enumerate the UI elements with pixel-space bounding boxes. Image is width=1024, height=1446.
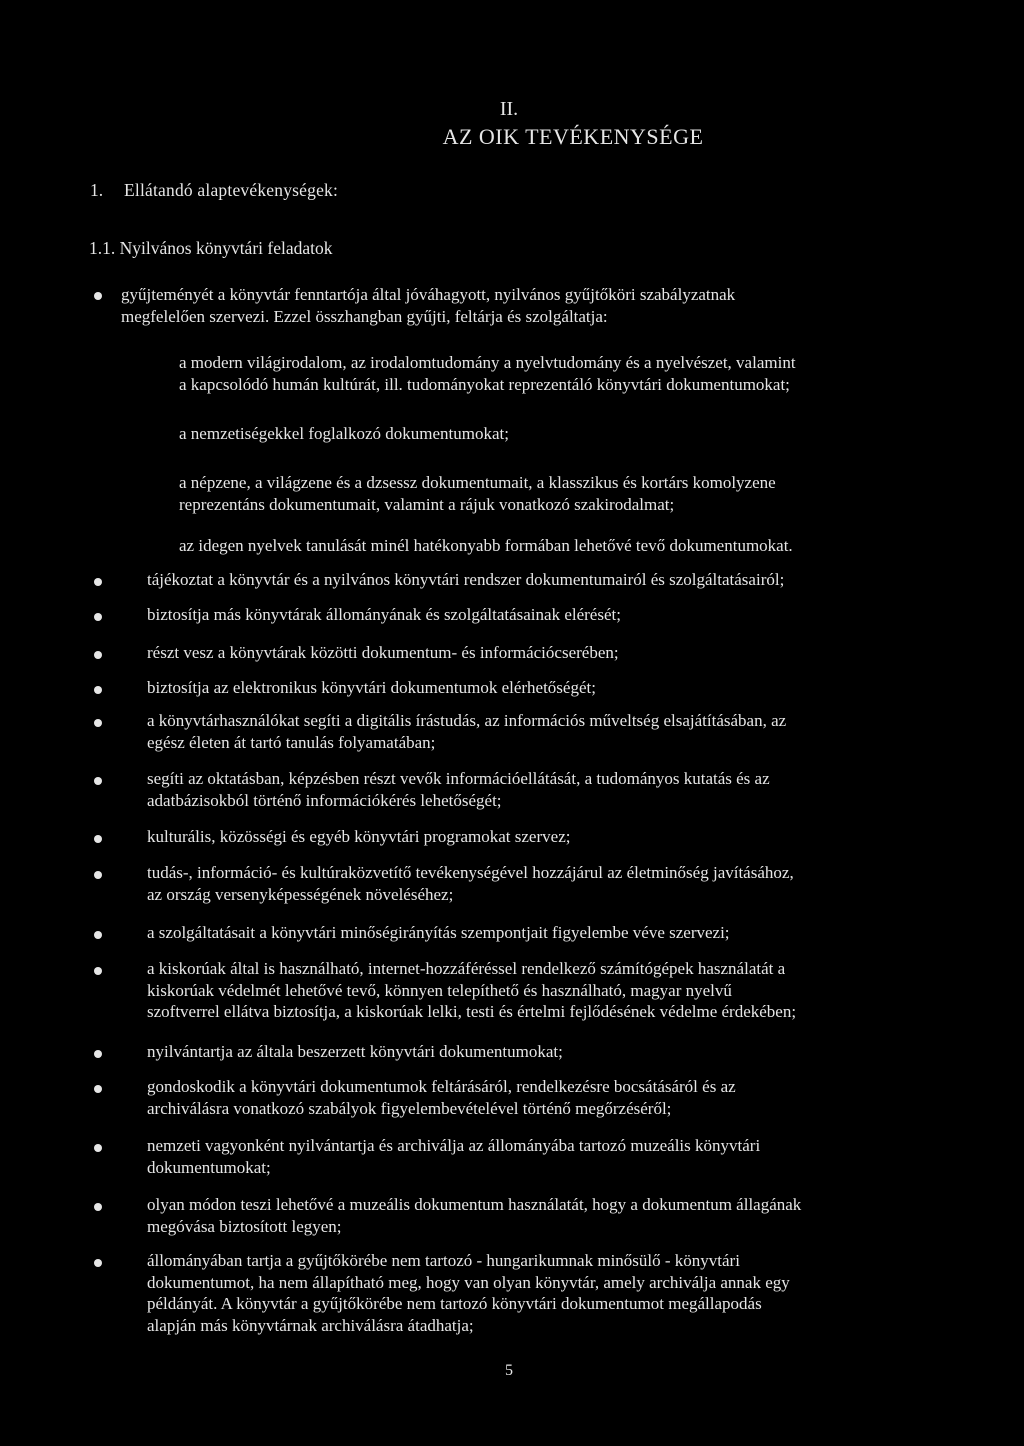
bullet-item-line: egész életen át tartó tanulás folyamatában;	[147, 732, 436, 752]
bullet-item-line: állományában tartja a gyűjtőkörébe nem tartozó - hungarikumnak minősülő - könyvtári	[147, 1251, 740, 1270]
bullet-item	[147, 768, 770, 811]
chapter-title: AZ OIK TEVÉKENYSÉGE	[442, 124, 704, 149]
bullet-item	[147, 1135, 760, 1178]
bullet-item-line: a szolgáltatásait a könyvtári minőségirányítás szempontjait figyelembe véve szervezi;	[147, 923, 730, 942]
bullet-dot	[94, 613, 102, 621]
bullet-item-line: az ország versenyképességének növeléséhez;	[147, 884, 454, 904]
bullet-item-line: olyan módon teszi lehetővé a muzeális dokumentum használatát, hogy a dokumentum állagának	[147, 1195, 802, 1214]
bullet-item-line: gondoskodik a könyvtári dokumentumok feltárásáról, rendelkezésre bocsátásáról és az	[147, 1077, 736, 1096]
sub-item-line: a kapcsolódó humán kultúrát, ill. tudományokat reprezentáló könyvtári dokumentumokat;	[179, 374, 790, 394]
sub-item-line: a nemzetiségekkel foglalkozó dokumentumokat;	[179, 424, 509, 443]
bullet-item-line: kulturális, közösségi és egyéb könyvtári programokat szervez;	[147, 827, 571, 846]
section-number: 1.	[90, 180, 104, 200]
bullet-item-line: tájékoztat a könyvtár és a nyilvános könyvtári rendszer dokumentumairól és szolgáltatásairól;	[147, 570, 785, 589]
bullet-item-line: biztosítja az elektronikus könyvtári dokumentumok elérhetőségét;	[147, 678, 596, 697]
bullet-dot	[94, 1259, 102, 1267]
sub-item-line: a modern világirodalom, az irodalomtudomány a nyelvtudomány és a nyelvészet, valamint	[179, 353, 796, 372]
bullet-item-line: tudás-, információ- és kultúraközvetítő tevékenységével hozzájárul az életminőség javításához,	[147, 863, 794, 882]
bullet-item-line: adatbázisokból történő információkérés lehetőségét;	[147, 790, 502, 810]
bullet-item	[147, 710, 786, 753]
sub-item-line: reprezentáns dokumentumait, valamint a rájuk vonatkozó szakirodalmat;	[179, 494, 675, 514]
bullet-item-line: archiválásra vonatkozó szabályok figyelembevételével történő megőrzéséről;	[147, 1098, 672, 1118]
bullet-dot	[94, 871, 102, 879]
sub-item	[179, 472, 776, 515]
bullet-dot	[94, 719, 102, 727]
sub-item-line: a népzene, a világzene és a dzsessz dokumentumait, a klasszikus és kortárs komolyzene	[179, 473, 776, 492]
bullet-dot	[94, 686, 102, 694]
bullet-item	[147, 569, 784, 591]
bullet-item-line: nemzeti vagyonként nyilvántartja és archiválja az állományába tartozó muzeális könyvtári	[147, 1136, 761, 1155]
bullet-item	[147, 862, 794, 905]
bullet-item-line: nyilvántartja az általa beszerzett könyvtári dokumentumokat;	[147, 1042, 563, 1061]
page-number: 5	[505, 1362, 513, 1379]
bullet-item-line: a könyvtárhasználókat segíti a digitális írástudás, az információs műveltség elsajátításában, az	[147, 711, 787, 730]
bullet-item	[147, 1041, 563, 1063]
bullet-item-line: alapján más könyvtárnak archiválásra átadhatja;	[147, 1315, 474, 1335]
sub-item	[179, 352, 796, 395]
section-title: Ellátandó alaptevékenységek:	[124, 180, 339, 200]
bullet-dot	[94, 1085, 102, 1093]
sub-item	[179, 423, 509, 445]
intro-line: gyűjteményét a könyvtár fenntartója által jóváhagyott, nyilvános gyűjtőköri szabályzatnak	[121, 285, 736, 304]
bullet-item-line: példányát. A könyvtár a gyűjtőkörébe nem tartozó könyvtári dokumentumot megállapodás	[147, 1294, 762, 1313]
bullet-dot	[94, 835, 102, 843]
bullet-item-line: dokumentumot, ha nem állapítható meg, hogy van olyan könyvtár, amely archiválja annak egy	[147, 1272, 790, 1292]
intro-line: megfelelően szervezi. Ezzel összhangban gyűjti, feltárja és szolgáltatja:	[121, 306, 608, 326]
bullet-dot	[94, 651, 102, 659]
bullet-dot	[94, 931, 102, 939]
bullet-item	[147, 826, 570, 848]
sub-item	[179, 535, 793, 557]
bullet-dot	[94, 1050, 102, 1058]
bullet-dot	[94, 292, 102, 300]
bullet-item	[147, 1194, 801, 1237]
subsection-title: 1.1. Nyilvános könyvtári feladatok	[89, 238, 333, 258]
bullet-item-line: szoftverrel ellátva biztosítja, a kiskorúak lelki, testi és értelmi fejlődésének védelme érdekében;	[147, 1002, 797, 1021]
bullet-item	[147, 1250, 790, 1336]
bullet-item-line: kiskorúak védelmét lehetővé tevő, könnyen telepíthető és használható, magyar nyelvű	[147, 980, 732, 1000]
bullet-item-line: biztosítja más könyvtárak állományának és szolgáltatásainak elérését;	[147, 605, 621, 624]
intro-paragraph	[121, 284, 884, 327]
bullet-item-line: megóvása biztosított legyen;	[147, 1216, 342, 1236]
sub-item-line: az idegen nyelvek tanulását minél hatékonyabb formában lehetővé tevő dokumentumokat.	[179, 536, 793, 555]
bullet-item-line: részt vesz a könyvtárak közötti dokumentum- és információcserében;	[147, 643, 619, 662]
bullet-dot	[94, 1144, 102, 1152]
bullet-item	[147, 642, 619, 664]
bullet-item-line: a kiskorúak által is használható, internet-hozzáféréssel rendelkező számítógépek használatát a	[147, 959, 786, 978]
bullet-dot	[94, 777, 102, 785]
bullet-item-line: dokumentumokat;	[147, 1157, 271, 1177]
bullet-item	[147, 677, 596, 699]
bullet-item	[147, 604, 621, 626]
chapter-number: II.	[499, 98, 519, 120]
bullet-dot	[94, 967, 102, 975]
bullet-dot	[94, 578, 102, 586]
bullet-item	[147, 1076, 736, 1119]
bullet-item	[147, 922, 730, 944]
bullet-item	[147, 958, 796, 1023]
bullet-item-line: segíti az oktatásban, képzésben részt vevők információellátását, a tudományos kutatás és az	[147, 769, 770, 788]
bullet-dot	[94, 1203, 102, 1211]
